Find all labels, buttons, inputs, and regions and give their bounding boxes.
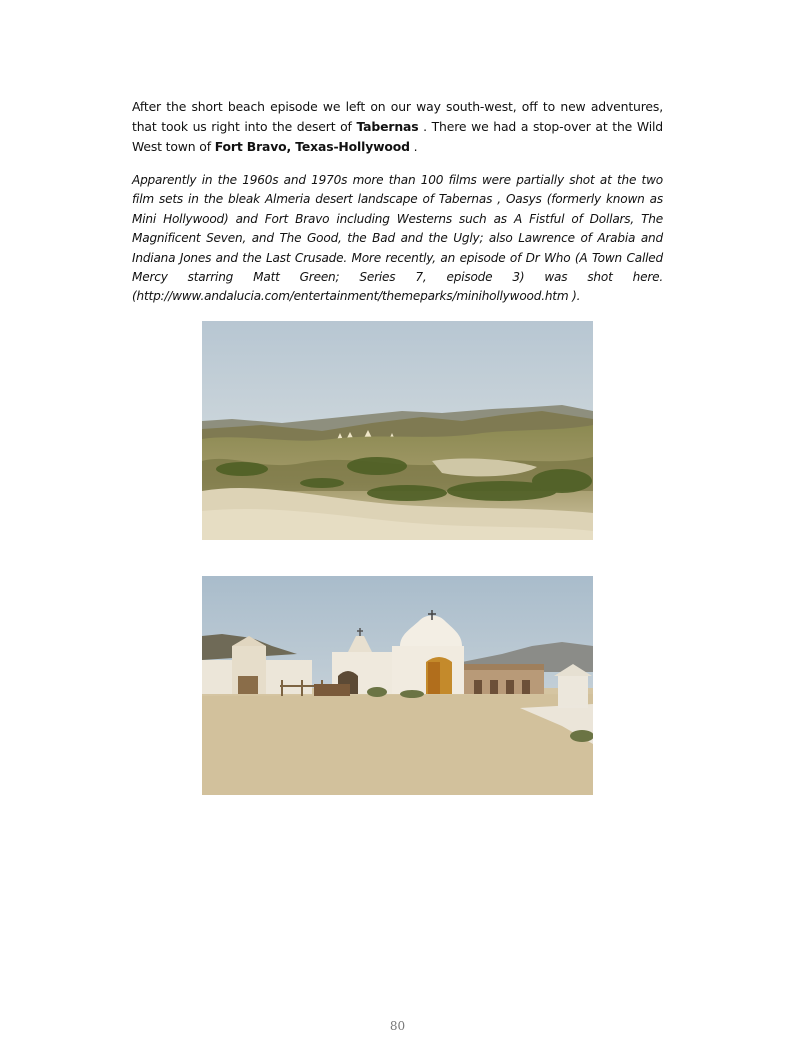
intro-text-2: . There we had a stop-over at the Wild West town of: [132, 119, 663, 154]
intro-text-1: After the short beach episode we left on our way south-west, off to new adventures, that took us right into the desert of: [132, 99, 663, 134]
intro-text-3: .: [409, 139, 418, 154]
fort-bravo-bold: Fort Bravo, Texas-Hollywood: [214, 139, 410, 154]
quote-end: ).: [568, 289, 581, 304]
tabernas-bold: Tabernas: [356, 119, 419, 134]
quote-text: Apparently in the 1960s and 1970s more than 100 films were partially shot at the two film sets in the bleak Almeria desert landscape of Tabernas , Oasys (formerly known as Mini Hollywood) and Fort Bravo including Westerns such as A Fistful of Dollars, The Magnificent Seven, and The Good, the Bad and the Ugly; also Lawrence of Arabia and Indiana Jones and the Last Crusade. More recently, an episode of Dr Who (A Town Called Mercy starring Matt Green; Series 7, episode 3) was shot here. (: [132, 173, 663, 304]
intro-paragraph: [132, 97, 663, 157]
page-number: 80: [389, 1019, 406, 1033]
source-link[interactable]: http://www.andalucia.com/entertainment/themeparks/minihollywood.htm: [136, 289, 569, 304]
fort-bravo-town-photo: [202, 576, 593, 795]
quote-paragraph: [132, 171, 663, 307]
desert-landscape-photo: [202, 321, 593, 540]
